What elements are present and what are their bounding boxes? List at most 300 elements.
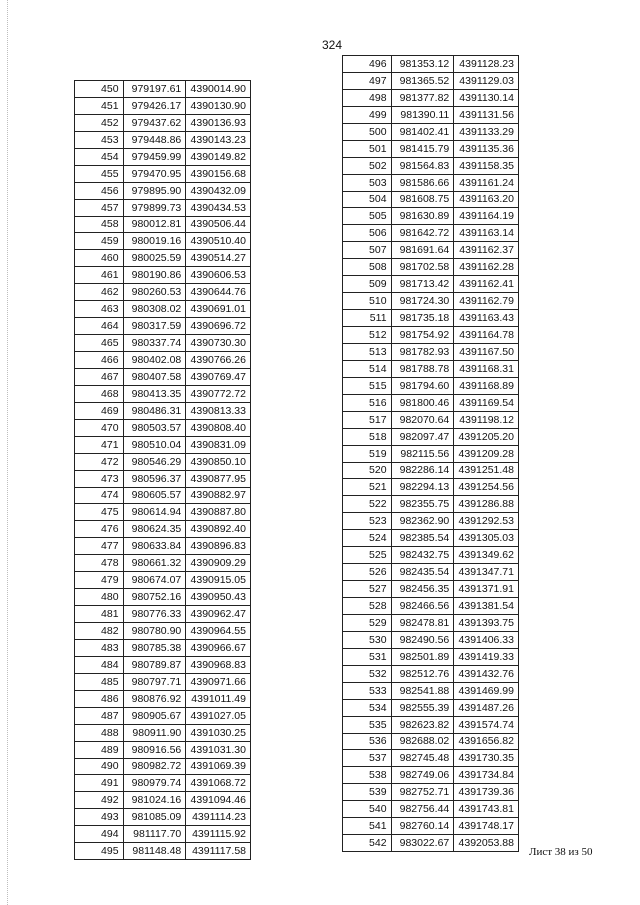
x-coordinate-cell: 980905.67 xyxy=(123,707,186,724)
point-number-cell: 514 xyxy=(343,360,392,377)
table-row xyxy=(343,462,519,479)
y-coordinate-cell: 4390966.67 xyxy=(186,639,251,656)
point-number-cell: 511 xyxy=(343,310,392,327)
y-coordinate-cell: 4391115.92 xyxy=(186,826,251,843)
x-coordinate-cell: 979470.95 xyxy=(123,165,186,182)
point-number-cell: 509 xyxy=(343,276,392,293)
y-coordinate-cell: 4390962.47 xyxy=(186,606,251,623)
point-number-cell: 483 xyxy=(75,639,124,656)
y-coordinate-cell: 4391161.24 xyxy=(454,174,519,191)
table-row xyxy=(343,631,519,648)
y-coordinate-cell: 4390850.10 xyxy=(186,453,251,470)
x-coordinate-cell: 979899.73 xyxy=(123,199,186,216)
table-row xyxy=(75,606,251,623)
y-coordinate-cell: 4390887.80 xyxy=(186,504,251,521)
table-row xyxy=(75,131,251,148)
x-coordinate-cell: 980797.71 xyxy=(123,673,186,690)
table-row xyxy=(343,140,519,157)
point-number-cell: 481 xyxy=(75,606,124,623)
x-coordinate-cell: 980407.58 xyxy=(123,368,186,385)
point-number-cell: 493 xyxy=(75,809,124,826)
table-row xyxy=(75,368,251,385)
table-row xyxy=(343,648,519,665)
x-coordinate-cell: 981024.16 xyxy=(123,792,186,809)
table-row xyxy=(343,530,519,547)
point-number-cell: 542 xyxy=(343,835,392,852)
y-coordinate-cell: 4390136.93 xyxy=(186,114,251,131)
table-row xyxy=(343,428,519,445)
y-coordinate-cell: 4391347.71 xyxy=(454,564,519,581)
table-row xyxy=(75,216,251,233)
point-number-cell: 495 xyxy=(75,843,124,860)
x-coordinate-cell: 980402.08 xyxy=(123,352,186,369)
y-coordinate-cell: 4391164.78 xyxy=(454,327,519,344)
point-number-cell: 456 xyxy=(75,182,124,199)
table-row xyxy=(343,225,519,242)
table-row xyxy=(75,487,251,504)
y-coordinate-cell: 4390915.05 xyxy=(186,572,251,589)
y-coordinate-cell: 4391748.17 xyxy=(454,818,519,835)
y-coordinate-cell: 4391734.84 xyxy=(454,767,519,784)
table-row xyxy=(343,598,519,615)
point-number-cell: 500 xyxy=(343,123,392,140)
coordinates-table-left xyxy=(74,80,251,860)
x-coordinate-cell: 982623.82 xyxy=(391,716,454,733)
point-number-cell: 527 xyxy=(343,581,392,598)
x-coordinate-cell: 980979.74 xyxy=(123,775,186,792)
x-coordinate-cell: 982749.06 xyxy=(391,767,454,784)
x-coordinate-cell: 980546.29 xyxy=(123,453,186,470)
y-coordinate-cell: 4391432.76 xyxy=(454,665,519,682)
y-coordinate-cell: 4391158.35 xyxy=(454,157,519,174)
point-number-cell: 510 xyxy=(343,293,392,310)
x-coordinate-cell: 980674.07 xyxy=(123,572,186,589)
point-number-cell: 455 xyxy=(75,165,124,182)
point-number-cell: 539 xyxy=(343,784,392,801)
x-coordinate-cell: 982752.71 xyxy=(391,784,454,801)
point-number-cell: 504 xyxy=(343,191,392,208)
point-number-cell: 492 xyxy=(75,792,124,809)
y-coordinate-cell: 4391469.99 xyxy=(454,682,519,699)
point-number-cell: 523 xyxy=(343,513,392,530)
y-coordinate-cell: 4391205.20 xyxy=(454,428,519,445)
x-coordinate-cell: 979459.99 xyxy=(123,148,186,165)
y-coordinate-cell: 4390766.26 xyxy=(186,352,251,369)
x-coordinate-cell: 980308.02 xyxy=(123,301,186,318)
x-coordinate-cell: 982688.02 xyxy=(391,733,454,750)
y-coordinate-cell: 4390149.82 xyxy=(186,148,251,165)
x-coordinate-cell: 982097.47 xyxy=(391,428,454,445)
point-number-cell: 512 xyxy=(343,327,392,344)
y-coordinate-cell: 4391209.28 xyxy=(454,445,519,462)
table-row xyxy=(343,835,519,852)
x-coordinate-cell: 981702.58 xyxy=(391,259,454,276)
x-coordinate-cell: 982355.75 xyxy=(391,496,454,513)
y-coordinate-cell: 4391198.12 xyxy=(454,411,519,428)
point-number-cell: 465 xyxy=(75,335,124,352)
x-coordinate-cell: 980025.59 xyxy=(123,250,186,267)
table-row xyxy=(343,614,519,631)
y-coordinate-cell: 4391117.58 xyxy=(186,843,251,860)
x-coordinate-cell: 980789.87 xyxy=(123,656,186,673)
x-coordinate-cell: 981365.52 xyxy=(391,72,454,89)
y-coordinate-cell: 4390644.76 xyxy=(186,284,251,301)
table-row xyxy=(343,767,519,784)
y-coordinate-cell: 4390896.83 xyxy=(186,538,251,555)
table-row xyxy=(75,284,251,301)
point-number-cell: 519 xyxy=(343,445,392,462)
x-coordinate-cell: 982466.56 xyxy=(391,598,454,615)
y-coordinate-cell: 4390968.83 xyxy=(186,656,251,673)
point-number-cell: 537 xyxy=(343,750,392,767)
x-coordinate-cell: 981148.48 xyxy=(123,843,186,860)
y-coordinate-cell: 4391371.91 xyxy=(454,581,519,598)
table-row xyxy=(75,538,251,555)
y-coordinate-cell: 4391349.62 xyxy=(454,547,519,564)
x-coordinate-cell: 980503.57 xyxy=(123,419,186,436)
point-number-cell: 524 xyxy=(343,530,392,547)
table-row xyxy=(75,690,251,707)
x-coordinate-cell: 982478.81 xyxy=(391,614,454,631)
x-coordinate-cell: 980633.84 xyxy=(123,538,186,555)
point-number-cell: 450 xyxy=(75,81,124,98)
table-row xyxy=(75,589,251,606)
table-row xyxy=(75,707,251,724)
table-row xyxy=(343,513,519,530)
y-coordinate-cell: 4391292.53 xyxy=(454,513,519,530)
coordinates-table-right xyxy=(342,55,519,852)
y-coordinate-cell: 4391406.33 xyxy=(454,631,519,648)
point-number-cell: 491 xyxy=(75,775,124,792)
y-coordinate-cell: 4390909.29 xyxy=(186,555,251,572)
x-coordinate-cell: 980661.32 xyxy=(123,555,186,572)
table-row xyxy=(75,182,251,199)
point-number-cell: 503 xyxy=(343,174,392,191)
table-row xyxy=(75,148,251,165)
point-number-cell: 520 xyxy=(343,462,392,479)
table-row xyxy=(75,81,251,98)
x-coordinate-cell: 980785.38 xyxy=(123,639,186,656)
table-row xyxy=(343,208,519,225)
x-coordinate-cell: 981608.75 xyxy=(391,191,454,208)
table-row xyxy=(343,72,519,89)
y-coordinate-cell: 4390014.90 xyxy=(186,81,251,98)
table-row xyxy=(75,114,251,131)
y-coordinate-cell: 4391381.54 xyxy=(454,598,519,615)
y-coordinate-cell: 4390434.53 xyxy=(186,199,251,216)
x-coordinate-cell: 980876.92 xyxy=(123,690,186,707)
y-coordinate-cell: 4391162.37 xyxy=(454,242,519,259)
x-coordinate-cell: 980624.35 xyxy=(123,521,186,538)
x-coordinate-cell: 982435.54 xyxy=(391,564,454,581)
y-coordinate-cell: 4390808.40 xyxy=(186,419,251,436)
point-number-cell: 467 xyxy=(75,368,124,385)
y-coordinate-cell: 4391069.39 xyxy=(186,758,251,775)
y-coordinate-cell: 4391254.56 xyxy=(454,479,519,496)
x-coordinate-cell: 981713.42 xyxy=(391,276,454,293)
y-coordinate-cell: 4391030.25 xyxy=(186,724,251,741)
x-coordinate-cell: 982490.56 xyxy=(391,631,454,648)
table-row xyxy=(75,555,251,572)
y-coordinate-cell: 4391168.31 xyxy=(454,360,519,377)
y-coordinate-cell: 4391135.36 xyxy=(454,140,519,157)
point-number-cell: 538 xyxy=(343,767,392,784)
table-row xyxy=(75,826,251,843)
y-coordinate-cell: 4390882.97 xyxy=(186,487,251,504)
y-coordinate-cell: 4390691.01 xyxy=(186,301,251,318)
point-number-cell: 484 xyxy=(75,656,124,673)
point-number-cell: 459 xyxy=(75,233,124,250)
x-coordinate-cell: 981691.64 xyxy=(391,242,454,259)
point-number-cell: 497 xyxy=(343,72,392,89)
point-number-cell: 530 xyxy=(343,631,392,648)
y-coordinate-cell: 4391743.81 xyxy=(454,801,519,818)
y-coordinate-cell: 4390831.09 xyxy=(186,436,251,453)
table-row xyxy=(343,259,519,276)
y-coordinate-cell: 4390514.27 xyxy=(186,250,251,267)
table-row xyxy=(343,784,519,801)
y-coordinate-cell: 4391251.48 xyxy=(454,462,519,479)
table-row xyxy=(343,564,519,581)
x-coordinate-cell: 980190.86 xyxy=(123,267,186,284)
x-coordinate-cell: 982745.48 xyxy=(391,750,454,767)
y-coordinate-cell: 4391730.35 xyxy=(454,750,519,767)
point-number-cell: 506 xyxy=(343,225,392,242)
table-row xyxy=(75,233,251,250)
table-row xyxy=(343,733,519,750)
x-coordinate-cell: 979426.17 xyxy=(123,97,186,114)
table-row xyxy=(75,419,251,436)
table-row xyxy=(343,56,519,73)
x-coordinate-cell: 982555.39 xyxy=(391,699,454,716)
point-number-cell: 494 xyxy=(75,826,124,843)
table-row xyxy=(75,623,251,640)
table-row xyxy=(75,758,251,775)
x-coordinate-cell: 982512.76 xyxy=(391,665,454,682)
point-number-cell: 521 xyxy=(343,479,392,496)
x-coordinate-cell: 980911.90 xyxy=(123,724,186,741)
x-coordinate-cell: 983022.67 xyxy=(391,835,454,852)
table-row xyxy=(343,411,519,428)
point-number-cell: 466 xyxy=(75,352,124,369)
table-row xyxy=(75,250,251,267)
x-coordinate-cell: 979437.62 xyxy=(123,114,186,131)
y-coordinate-cell: 4391419.33 xyxy=(454,648,519,665)
x-coordinate-cell: 979197.61 xyxy=(123,81,186,98)
y-coordinate-cell: 4390432.09 xyxy=(186,182,251,199)
point-number-cell: 477 xyxy=(75,538,124,555)
y-coordinate-cell: 4390606.53 xyxy=(186,267,251,284)
y-coordinate-cell: 4391130.14 xyxy=(454,89,519,106)
table-row xyxy=(75,792,251,809)
point-number-cell: 536 xyxy=(343,733,392,750)
y-coordinate-cell: 4391133.29 xyxy=(454,123,519,140)
point-number-cell: 522 xyxy=(343,496,392,513)
table-row xyxy=(343,191,519,208)
y-coordinate-cell: 4391162.41 xyxy=(454,276,519,293)
point-number-cell: 498 xyxy=(343,89,392,106)
table-row xyxy=(343,801,519,818)
point-number-cell: 526 xyxy=(343,564,392,581)
y-coordinate-cell: 4390813.33 xyxy=(186,402,251,419)
x-coordinate-cell: 982115.56 xyxy=(391,445,454,462)
x-coordinate-cell: 981564.83 xyxy=(391,157,454,174)
y-coordinate-cell: 4390892.40 xyxy=(186,521,251,538)
x-coordinate-cell: 980337.74 xyxy=(123,335,186,352)
y-coordinate-cell: 4391131.56 xyxy=(454,106,519,123)
table-row xyxy=(75,504,251,521)
table-row xyxy=(75,572,251,589)
x-coordinate-cell: 980413.35 xyxy=(123,385,186,402)
x-coordinate-cell: 981788.78 xyxy=(391,360,454,377)
point-number-cell: 508 xyxy=(343,259,392,276)
point-number-cell: 453 xyxy=(75,131,124,148)
table-row xyxy=(75,335,251,352)
point-number-cell: 531 xyxy=(343,648,392,665)
table-row xyxy=(343,445,519,462)
y-coordinate-cell: 4390506.44 xyxy=(186,216,251,233)
point-number-cell: 534 xyxy=(343,699,392,716)
y-coordinate-cell: 4390510.40 xyxy=(186,233,251,250)
y-coordinate-cell: 4391163.20 xyxy=(454,191,519,208)
table-row xyxy=(343,394,519,411)
point-number-cell: 528 xyxy=(343,598,392,615)
x-coordinate-cell: 982501.89 xyxy=(391,648,454,665)
table-row xyxy=(75,402,251,419)
x-coordinate-cell: 980982.72 xyxy=(123,758,186,775)
y-coordinate-cell: 4390964.55 xyxy=(186,623,251,640)
table-row xyxy=(343,242,519,259)
table-row xyxy=(75,97,251,114)
table-row xyxy=(75,843,251,860)
point-number-cell: 474 xyxy=(75,487,124,504)
y-coordinate-cell: 4391162.28 xyxy=(454,259,519,276)
point-number-cell: 496 xyxy=(343,56,392,73)
point-number-cell: 464 xyxy=(75,318,124,335)
table-row xyxy=(75,301,251,318)
point-number-cell: 469 xyxy=(75,402,124,419)
table-row xyxy=(343,360,519,377)
point-number-cell: 470 xyxy=(75,419,124,436)
x-coordinate-cell: 981754.92 xyxy=(391,327,454,344)
x-coordinate-cell: 981377.82 xyxy=(391,89,454,106)
point-number-cell: 487 xyxy=(75,707,124,724)
x-coordinate-cell: 982294.13 xyxy=(391,479,454,496)
x-coordinate-cell: 980605.57 xyxy=(123,487,186,504)
y-coordinate-cell: 4392053.88 xyxy=(454,835,519,852)
y-coordinate-cell: 4391169.54 xyxy=(454,394,519,411)
x-coordinate-cell: 982286.14 xyxy=(391,462,454,479)
y-coordinate-cell: 4390143.23 xyxy=(186,131,251,148)
point-number-cell: 505 xyxy=(343,208,392,225)
point-number-cell: 499 xyxy=(343,106,392,123)
point-number-cell: 478 xyxy=(75,555,124,572)
x-coordinate-cell: 981630.89 xyxy=(391,208,454,225)
y-coordinate-cell: 4391167.50 xyxy=(454,343,519,360)
x-coordinate-cell: 980510.04 xyxy=(123,436,186,453)
table-row xyxy=(343,377,519,394)
y-coordinate-cell: 4391393.75 xyxy=(454,614,519,631)
table-row xyxy=(343,327,519,344)
x-coordinate-cell: 981782.93 xyxy=(391,343,454,360)
point-number-cell: 518 xyxy=(343,428,392,445)
table-row xyxy=(343,174,519,191)
y-coordinate-cell: 4391163.14 xyxy=(454,225,519,242)
x-coordinate-cell: 981735.18 xyxy=(391,310,454,327)
x-coordinate-cell: 980596.37 xyxy=(123,470,186,487)
page-number: 324 xyxy=(322,38,343,52)
x-coordinate-cell: 980614.94 xyxy=(123,504,186,521)
y-coordinate-cell: 4391286.88 xyxy=(454,496,519,513)
table-row xyxy=(75,656,251,673)
point-number-cell: 490 xyxy=(75,758,124,775)
table-row xyxy=(75,199,251,216)
x-coordinate-cell: 982362.90 xyxy=(391,513,454,530)
table-row xyxy=(75,352,251,369)
table-row xyxy=(343,581,519,598)
point-number-cell: 516 xyxy=(343,394,392,411)
x-coordinate-cell: 982760.14 xyxy=(391,818,454,835)
x-coordinate-cell: 979895.90 xyxy=(123,182,186,199)
point-number-cell: 486 xyxy=(75,690,124,707)
y-coordinate-cell: 4391739.36 xyxy=(454,784,519,801)
y-coordinate-cell: 4390730.30 xyxy=(186,335,251,352)
x-coordinate-cell: 980019.16 xyxy=(123,233,186,250)
x-coordinate-cell: 981724.30 xyxy=(391,293,454,310)
table-row xyxy=(75,318,251,335)
point-number-cell: 468 xyxy=(75,385,124,402)
point-number-cell: 471 xyxy=(75,436,124,453)
table-row xyxy=(343,496,519,513)
point-number-cell: 472 xyxy=(75,453,124,470)
x-coordinate-cell: 981085.09 xyxy=(123,809,186,826)
table-row xyxy=(75,436,251,453)
table-row xyxy=(75,741,251,758)
y-coordinate-cell: 4391094.46 xyxy=(186,792,251,809)
y-coordinate-cell: 4390971.66 xyxy=(186,673,251,690)
table-row xyxy=(75,165,251,182)
table-row xyxy=(343,310,519,327)
point-number-cell: 525 xyxy=(343,547,392,564)
table-row xyxy=(343,699,519,716)
x-coordinate-cell: 980260.53 xyxy=(123,284,186,301)
x-coordinate-cell: 981117.70 xyxy=(123,826,186,843)
table-row xyxy=(75,453,251,470)
point-number-cell: 540 xyxy=(343,801,392,818)
table-row xyxy=(343,716,519,733)
x-coordinate-cell: 982432.75 xyxy=(391,547,454,564)
y-coordinate-cell: 4391114.23 xyxy=(186,809,251,826)
point-number-cell: 451 xyxy=(75,97,124,114)
table-row xyxy=(343,547,519,564)
y-coordinate-cell: 4391031.30 xyxy=(186,741,251,758)
table-row xyxy=(343,157,519,174)
y-coordinate-cell: 4390772.72 xyxy=(186,385,251,402)
y-coordinate-cell: 4391163.43 xyxy=(454,310,519,327)
x-coordinate-cell: 980012.81 xyxy=(123,216,186,233)
point-number-cell: 482 xyxy=(75,623,124,640)
point-number-cell: 454 xyxy=(75,148,124,165)
y-coordinate-cell: 4391656.82 xyxy=(454,733,519,750)
x-coordinate-cell: 981353.12 xyxy=(391,56,454,73)
x-coordinate-cell: 982541.88 xyxy=(391,682,454,699)
x-coordinate-cell: 981642.72 xyxy=(391,225,454,242)
table-row xyxy=(343,106,519,123)
y-coordinate-cell: 4390696.72 xyxy=(186,318,251,335)
y-coordinate-cell: 4391068.72 xyxy=(186,775,251,792)
table-row xyxy=(343,89,519,106)
x-coordinate-cell: 981402.41 xyxy=(391,123,454,140)
